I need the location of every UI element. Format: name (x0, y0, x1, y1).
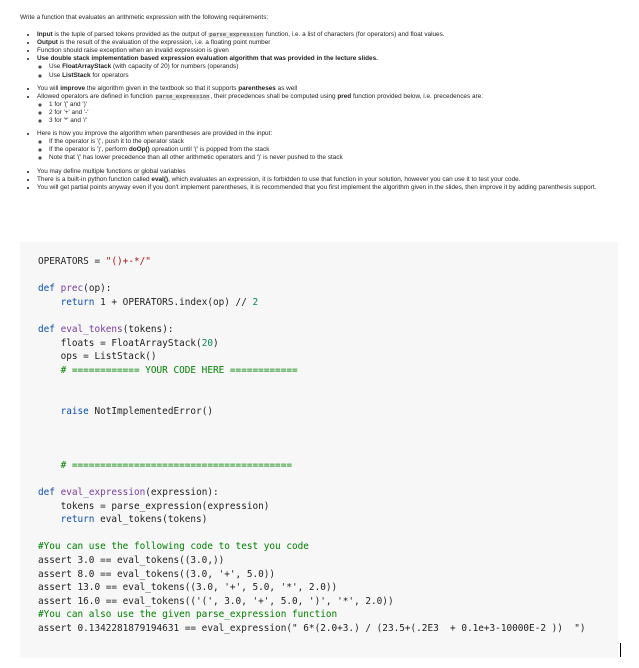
notes-list (20, 168, 628, 192)
req-float-stack: ◦ Use FloatArrayStack (with capacity of 20) for numbers (operands) (49, 63, 628, 71)
req-output: • Output is the result of the evaluation of the expression, i.e. a floating point number (37, 39, 628, 47)
note-eval: • There is a built-in python function called eval(), which evaluates an expression, it is forbidden to use that function in your solution, however you can use it to test your code. (37, 176, 628, 184)
allowed-operators: • Allowed operators are defined in function parse_expression, their precedences shall be computed using pred function provided below, i.e. precedences are: ◦ 1 for '(' and ')' ◦ 2 for '+' and '-' ◦ 3 for '*' and '/' (37, 93, 628, 125)
precedence-1: ◦ 1 for '(' and ')' (49, 101, 628, 109)
intro-text: Write a function that evaluates an arithmetic expression with the following requirements: (20, 14, 269, 21)
text-cursor (620, 643, 621, 657)
code-editor[interactable]: OPERATORS = "()+-*/" def prec(op): return 1 + OPERATORS.index(op) // 2 def eval_tokens(tokens): floats = FloatArrayStack(20) ops = ListStack() # ============ YOUR CODE HERE ============ raise NotImplementedError() # ======================================= def eval_expression(expression): tokens = parse_expression(expression) return eval_tokens(tokens) #You can use the following code to test you code assert 3.0 == eval_tokens((3.0,)) assert 8.0 == eval_tokens((3.0, '+', 5.0)) assert 13.0 == eval_tokens((3.0, '+', 5.0, '*', 2.0)) assert 16.0 == eval_tokens(('(', 3.0, '+', 5.0, ')', '*', 2.0)) #You can also use the given parse_expression function assert 0.1342281879194631 == eval_expression(" 6*(2.0+3.) / (23.5+(.2E3 + 0.1e+3-10000E-2 )) ") (38, 256, 586, 635)
req-list-stack: ◦ Use ListStack for operators (49, 72, 628, 80)
note-partial-points: • You will get partial points anyway even if you don't implement parentheses, it is recommended that you first implement the algorithm given in the slides, then improve it by adding parenthesis support. (37, 184, 628, 192)
inline-code: parse_expression (209, 32, 264, 39)
improve-parentheses: • You will improve the algorithm given in the textbook so that it supports parentheses as well (37, 85, 628, 93)
instructions-markdown (20, 14, 628, 197)
precedence-2: ◦ 2 for '+' and '-' (49, 109, 628, 117)
note-multiple-functions: • You may define multiple functions or global variables (37, 168, 628, 176)
code-cell[interactable] (20, 242, 618, 658)
req-input: • Input is the tuple of parsed tokens provided as the output of parse_expression function, i.e. a list of characters (for operators) and float values. (37, 31, 628, 39)
precedence-3: ◦ 3 for '*' and '/' (49, 117, 628, 125)
paren-step-1: ◦ If the operator is '(', push it to the operator stack (49, 138, 628, 146)
parentheses-list (20, 130, 628, 162)
improve-list (20, 85, 628, 125)
paren-step-2: ◦ If the operator is ')', perform doOp() opreation until '(' is popped from the stack (49, 146, 628, 154)
paren-step-3: ◦ Note that '(' has lower precedence than all other arithmetic operators and ')' is never pushed to the stack (49, 154, 628, 162)
req-stack: • Use double stack implementation based expression evaluation algorithm that was provided in the lecture slides. ◦ Use FloatArrayStack (with capacity of 20) for numbers (operands) ◦ Use ListStack for operators (37, 55, 628, 79)
parentheses-head: • Here is how you improve the algorithm when parentheses are provided in the input: ◦ If the operator is '(', push it to the operator stack ◦ If the operator is ')', perform doOp() opreation until '(' is popped from the stack ◦ Note that '(' has lower precedence than all other arithmetic operators and ')' is never pushed to the stack (37, 130, 628, 162)
requirements-list (20, 31, 628, 80)
req-exception: • Function should raise exception when an invalid expression is given (37, 47, 628, 55)
inline-code: parse_expression (155, 93, 210, 100)
